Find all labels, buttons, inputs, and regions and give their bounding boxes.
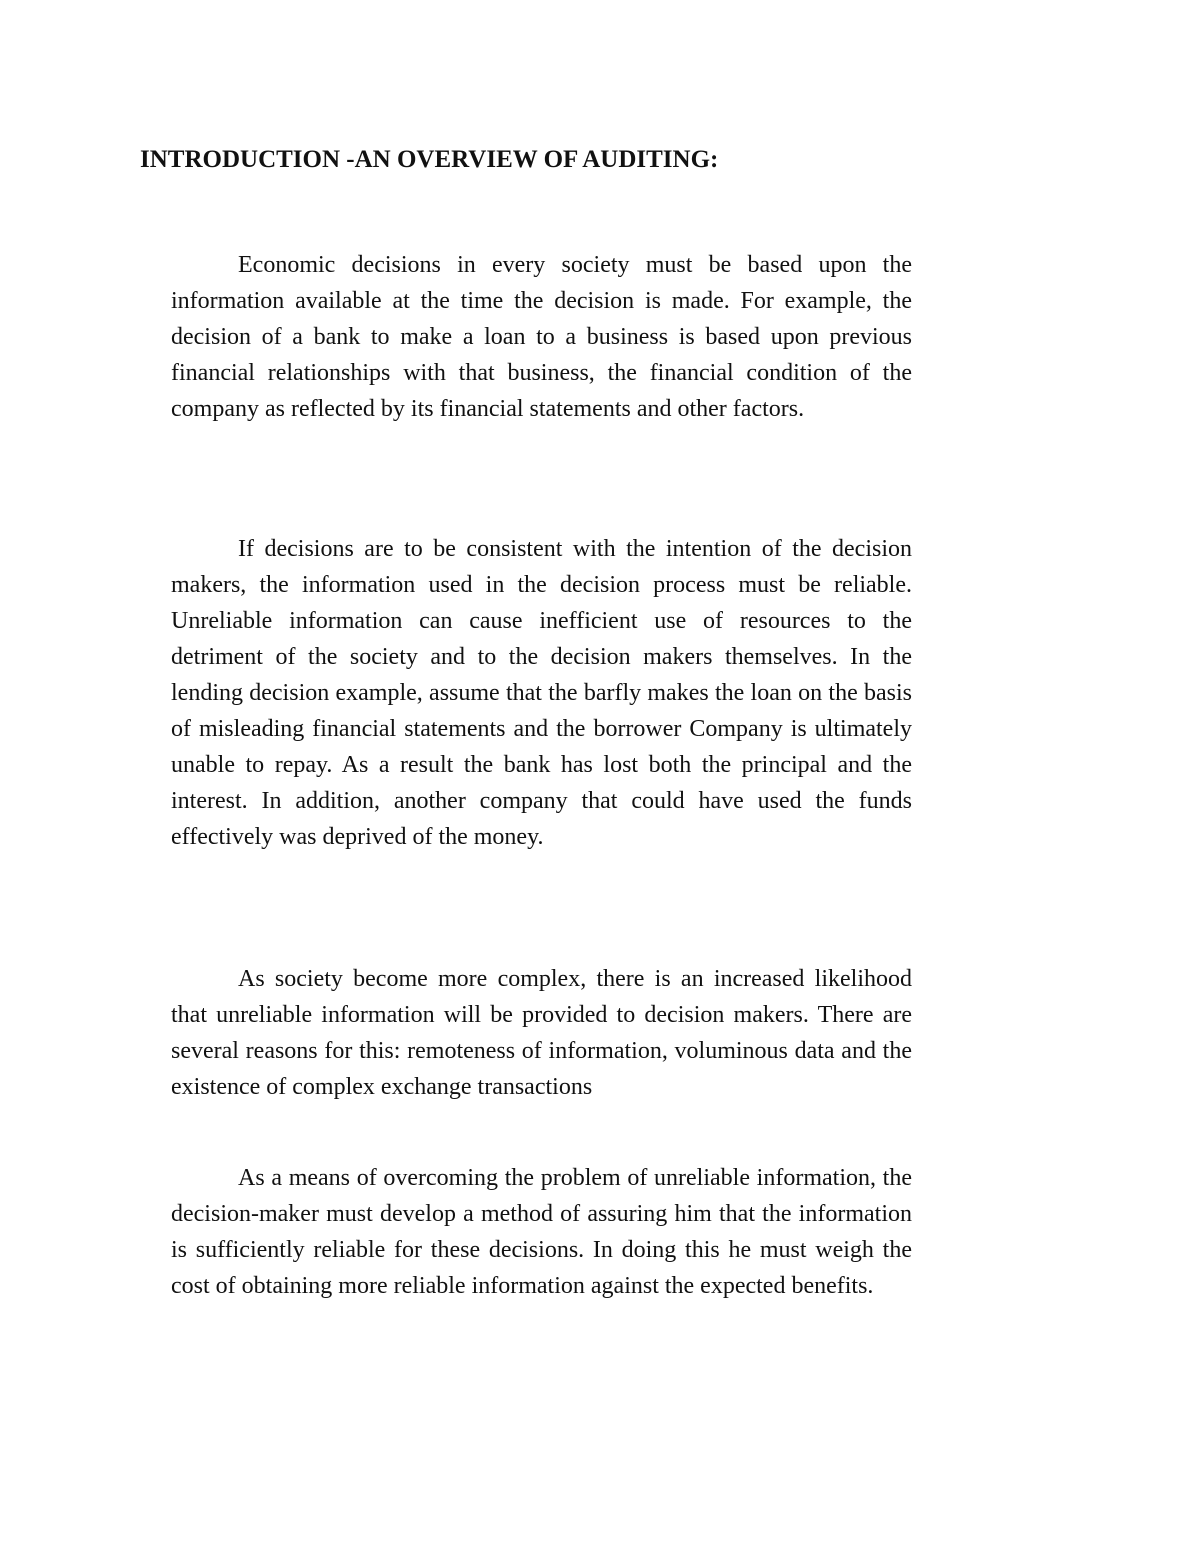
document-heading: INTRODUCTION -AN OVERVIEW OF AUDITING:	[140, 146, 719, 173]
paragraph-society-complexity: As society become more complex, there is an increased likelihood that unreliable information will be provided to decision makers. There are several reasons for this: remoteness of information, voluminous data and the existence of complex exchange transactions	[171, 966, 912, 1100]
paragraph-overcoming-unreliable-information: As a means of overcoming the problem of unreliable information, the decision-maker must develop a method of assuring him that the information is sufficiently reliable for these decisions. In doing this he must weigh the cost of obtaining more reliable information against the expected benefits.	[171, 1165, 912, 1299]
paragraph-reliable-information: If decisions are to be consistent with the intention of the decision makers, the information used in the decision process must be reliable. Unreliable information can cause inefficient use of resources to the detriment of the society and to the decision makers themselves. In the lending decision example, assume that the barfly makes the loan on the basis of misleading financial statements and the borrower Company is ultimately unable to repay. As a result the bank has lost both the principal and the interest. In addition, another company that could have used the funds effectively was deprived of the money.	[171, 536, 912, 850]
paragraph-economic-decisions: Economic decisions in every society must be based upon the information available at the time the decision is made. For example, the decision of a bank to make a loan to a business is based upon previous financial relationships with that business, the financial condition of the company as reflected by its financial statements and other factors.	[171, 252, 912, 422]
